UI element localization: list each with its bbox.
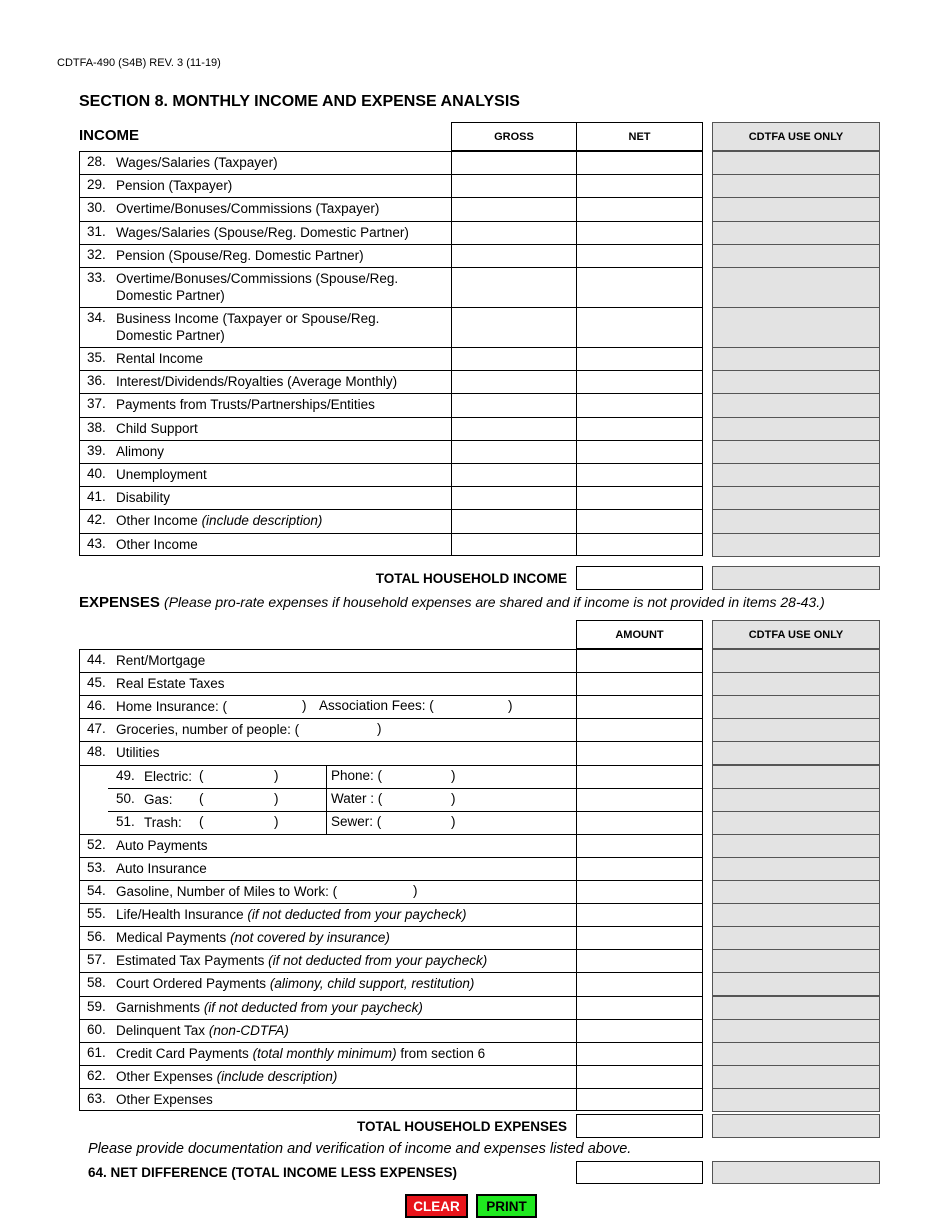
expense-row-59 [79, 996, 576, 1019]
net-field[interactable] [577, 534, 702, 556]
expense-row-label-italic: (if not deducted from your paycheck) [203, 999, 423, 1015]
expense-row-label-text: Rent/Mortgage [116, 653, 206, 668]
expense-row-label [116, 975, 474, 992]
expense-row-label-italic: (alimony, child support, restitution) [269, 976, 475, 992]
gross-field[interactable] [452, 152, 575, 174]
expense-row-label-text: Real Estate Taxes [116, 676, 225, 692]
amount-field[interactable] [577, 973, 702, 995]
expense-row-62 [79, 1065, 576, 1088]
section-title: SECTION 8. MONTHLY INCOME AND EXPENSE ANALYSIS [79, 93, 520, 110]
income-row-label-text: Payments from Trusts/Partnerships/Entities [116, 397, 375, 413]
income-row-label-text: Interest/Dividends/Royalties (Average Monthly) [116, 374, 398, 390]
expense-row-label-text: Credit Card Payments [116, 1045, 249, 1061]
income-row-label-italic: (include description) [201, 513, 323, 529]
amount-field[interactable] [577, 881, 702, 903]
expense-row-number: 45. [87, 675, 106, 691]
income-cdtfa-field [712, 486, 880, 510]
expense-row-44 [79, 649, 576, 672]
income-row-label-text: Disability [116, 490, 171, 506]
expense-cdtfa-field [712, 695, 880, 719]
association-fees-label: Association Fees: ( [319, 698, 434, 714]
income-cdtfa-field [712, 417, 880, 441]
expense-row-51 [79, 811, 576, 834]
income-row-label-text: Business Income (Taxpayer or Spouse/Reg. [116, 311, 380, 326]
association-fees-input[interactable] [467, 697, 505, 716]
print-button[interactable]: PRINT [476, 1194, 537, 1218]
gross-field[interactable] [452, 510, 575, 532]
income-cdtfa-field [712, 440, 880, 464]
income-row-label [116, 177, 446, 194]
income-row-39 [79, 440, 451, 463]
income-cdtfa-field [712, 174, 880, 198]
expenses-note: (Please pro-rate expenses if household expenses are shared and if income is not provided in items 28-43.) [164, 594, 825, 610]
gross-field[interactable] [452, 418, 575, 440]
expense-row-label-italic: (not covered by insurance) [230, 930, 390, 946]
gross-field[interactable] [452, 222, 575, 244]
expenses-heading [79, 594, 825, 611]
expense-row-label-text: Auto Payments [116, 837, 208, 853]
gross-field[interactable] [452, 534, 575, 556]
expense-row-number: 46. [87, 698, 106, 714]
expense-row-50 [79, 788, 576, 811]
expense-row-label [116, 744, 160, 761]
expenses-title: EXPENSES [79, 594, 160, 611]
income-row-number: 32. [87, 246, 106, 262]
income-row-number: 39. [87, 442, 106, 458]
amount-field[interactable] [577, 650, 702, 672]
expense-row-46 [79, 695, 576, 718]
net-field[interactable] [577, 394, 702, 416]
utility-right-label: Phone: ( [331, 767, 383, 783]
income-row-29 [79, 174, 451, 197]
expense-row-55 [79, 903, 576, 926]
expense-row-label-text: Utilities [116, 745, 160, 761]
income-row-28 [79, 151, 451, 174]
groceries-close-paren: ) [377, 721, 382, 737]
expense-row-number: 60. [87, 1021, 106, 1037]
total-household-expenses-label: TOTAL HOUSEHOLD EXPENSES [356, 1119, 567, 1134]
income-row-number: 40. [87, 466, 106, 481]
income-row-label-text: Pension (Taxpayer) [116, 178, 233, 194]
income-cdtfa-field [712, 244, 880, 268]
expense-row-label [116, 1022, 289, 1039]
income-row-35 [79, 347, 451, 370]
expense-row-label-text: Groceries, number of people: ( [116, 722, 300, 738]
expense-row-label-italic: (non-CDTFA) [208, 1022, 289, 1038]
expense-cdtfa-field [712, 926, 880, 950]
utility-amount-input[interactable] [206, 813, 271, 832]
amount-field[interactable] [577, 742, 702, 764]
expense-row-label-text: Auto Insurance [116, 860, 207, 876]
expense-row-number: 50. [116, 790, 135, 806]
expense-cdtfa-field [712, 1065, 880, 1089]
expense-row-label-italic: (include description) [216, 1068, 338, 1084]
expense-row-48 [79, 741, 576, 764]
gross-field[interactable] [452, 371, 575, 393]
miles-to-work-input[interactable] [349, 882, 411, 901]
expense-cdtfa-field [712, 788, 880, 812]
income-cdtfa-field [712, 267, 880, 308]
expense-row-label-text: Garnishments [116, 999, 201, 1015]
utility-close-paren: ) [274, 790, 279, 806]
expense-row-number: 62. [87, 1067, 106, 1083]
net-field[interactable] [577, 175, 702, 197]
amount-field[interactable] [577, 1066, 702, 1088]
expense-row-49 [79, 765, 576, 788]
income-row-37 [79, 393, 451, 416]
expense-row-label [116, 860, 207, 877]
utility-amount-input[interactable] [206, 790, 271, 809]
income-row-label [116, 420, 446, 437]
gross-field[interactable] [452, 348, 575, 370]
clear-button[interactable]: CLEAR [405, 1194, 468, 1218]
amount-field[interactable] [577, 1020, 702, 1042]
total-income-cdtfa-field [712, 566, 880, 590]
expense-row-53 [79, 857, 576, 880]
amount-field[interactable] [577, 997, 702, 1019]
net-field[interactable] [577, 245, 702, 267]
expense-row-number: 55. [87, 906, 106, 922]
income-row-label [116, 154, 446, 171]
amount-field[interactable] [577, 950, 702, 972]
expense-row-label [116, 929, 390, 946]
expense-cdtfa-field [712, 741, 880, 765]
expense-row-label-text: Trash: [144, 814, 182, 830]
income-row-40 [79, 463, 451, 486]
expense-row-number: 61. [87, 1044, 106, 1060]
expense-row-label-text: Home Insurance: ( [116, 699, 228, 715]
expense-row-number: 44. [87, 652, 106, 667]
net-difference-field[interactable] [576, 1161, 703, 1184]
total-household-income-label: TOTAL HOUSEHOLD INCOME [375, 571, 567, 586]
income-row-number: 28. [87, 154, 106, 169]
income-row-34 [79, 307, 451, 347]
expense-cdtfa-field [712, 996, 880, 1020]
income-row-number: 33. [87, 270, 106, 285]
income-row-number: 38. [87, 419, 106, 435]
expense-row-label-after: from section 6 [400, 1045, 486, 1061]
utility-amount-input[interactable] [206, 767, 271, 786]
expense-cdtfa-field [712, 903, 880, 927]
income-row-38 [79, 417, 451, 440]
income-cdtfa-field [712, 393, 880, 417]
total-household-income-field[interactable] [576, 566, 703, 590]
expense-row-label [116, 1091, 213, 1108]
income-row-label [116, 489, 446, 506]
expense-cdtfa-field [712, 972, 880, 996]
expense-row-number: 51. [116, 813, 135, 829]
expense-cdtfa-field [712, 811, 880, 835]
income-row-label [116, 310, 446, 344]
utility-close-paren: ) [274, 767, 279, 783]
income-row-label [116, 396, 446, 413]
net-field[interactable] [577, 510, 702, 532]
total-expenses-cdtfa-field [712, 1114, 880, 1138]
expense-row-label [116, 906, 466, 923]
expense-cdtfa-field [712, 1042, 880, 1066]
net-field[interactable] [577, 198, 702, 220]
amount-field[interactable] [577, 835, 702, 857]
expense-row-label-italic: (if not deducted from your paycheck) [268, 953, 488, 969]
utility-open-paren: ( [199, 813, 204, 829]
income-cdtfa-field [712, 347, 880, 371]
expenses-cdtfa-column-header: CDTFA USE ONLY [712, 620, 880, 649]
net-difference-cdtfa-field [712, 1161, 880, 1184]
income-row-label-text: Pension (Spouse/Reg. Domestic Partner) [116, 247, 364, 263]
income-row-label-text: Rental Income [116, 351, 204, 366]
utility-right-label: Sewer: ( [331, 813, 382, 829]
income-row-number: 43. [87, 535, 106, 551]
expense-row-number: 47. [87, 721, 106, 737]
utility-divider [326, 788, 327, 811]
expense-row-45 [79, 672, 576, 695]
expense-cdtfa-field [712, 949, 880, 973]
expense-row-57 [79, 949, 576, 972]
income-row-30 [79, 197, 451, 220]
income-row-label-text: Overtime/Bonuses/Commissions (Spouse/Reg. [116, 271, 399, 286]
expense-row-47 [79, 718, 576, 741]
income-cdtfa-field [712, 197, 880, 221]
expense-cdtfa-field [712, 718, 880, 742]
amount-field[interactable] [577, 1089, 702, 1111]
expense-row-52 [79, 834, 576, 857]
income-row-label-line2: Domestic Partner) [116, 288, 225, 303]
expense-row-60 [79, 1019, 576, 1042]
income-cdtfa-field [712, 370, 880, 394]
utility-right-input[interactable] [393, 790, 448, 809]
income-row-label-line2: Domestic Partner) [116, 328, 225, 343]
expense-row-label [144, 791, 173, 808]
income-row-31 [79, 221, 451, 244]
expense-row-label [116, 721, 299, 738]
expense-row-label-text: Other Expenses [116, 1068, 213, 1084]
amount-field[interactable] [577, 1043, 702, 1065]
income-row-32 [79, 244, 451, 267]
income-row-label [116, 373, 446, 390]
gross-field[interactable] [452, 464, 575, 486]
gross-field[interactable] [452, 198, 575, 220]
expense-row-58 [79, 972, 576, 995]
expense-row-label [116, 698, 227, 715]
expense-row-label-text: Other Expenses [116, 1091, 213, 1107]
expense-row-number: 52. [87, 836, 106, 852]
groceries-people-input[interactable] [309, 720, 374, 739]
documentation-note: Please provide documentation and verification of income and expenses listed above. [88, 1141, 632, 1157]
income-row-number: 35. [87, 350, 106, 365]
net-field[interactable] [577, 371, 702, 393]
amount-field[interactable] [577, 696, 702, 718]
expense-row-number: 57. [87, 952, 106, 968]
income-row-number: 42. [87, 512, 106, 528]
amount-field[interactable] [577, 789, 702, 811]
income-cdtfa-field [712, 463, 880, 487]
net-field[interactable] [577, 348, 702, 370]
expense-row-number: 53. [87, 859, 106, 875]
expense-row-label-text: Delinquent Tax [116, 1022, 206, 1038]
gross-field[interactable] [452, 441, 575, 463]
gross-field[interactable] [452, 308, 575, 347]
income-row-number: 30. [87, 200, 106, 216]
income-row-label [116, 270, 446, 304]
income-row-number: 37. [87, 396, 106, 412]
expense-row-label [144, 814, 182, 831]
income-row-label [116, 512, 446, 529]
expense-cdtfa-field [712, 834, 880, 858]
gross-column-header: GROSS [451, 122, 577, 151]
income-row-label [116, 443, 446, 460]
expense-cdtfa-field [712, 857, 880, 881]
net-field[interactable] [577, 418, 702, 440]
total-household-expenses-field[interactable] [576, 1114, 703, 1138]
expense-cdtfa-field [712, 649, 880, 673]
amount-field[interactable] [577, 719, 702, 741]
gross-field[interactable] [452, 268, 575, 307]
expense-row-label-italic: (if not deducted from your paycheck) [247, 907, 467, 923]
expense-row-label-text: Medical Payments [116, 930, 227, 946]
income-cdtfa-field [712, 151, 880, 175]
expense-cdtfa-field [712, 1019, 880, 1043]
gross-field[interactable] [452, 487, 575, 509]
income-row-label-text: Other Income [116, 513, 198, 529]
utility-divider [326, 765, 327, 788]
home-insurance-close-paren: ) [302, 698, 307, 714]
income-cdtfa-column-header: CDTFA USE ONLY [712, 122, 880, 151]
expense-row-label [116, 999, 423, 1016]
utility-right-close-paren: ) [451, 767, 456, 783]
home-insurance-input[interactable] [261, 697, 299, 716]
expense-row-number: 59. [87, 998, 106, 1014]
net-field[interactable] [577, 268, 702, 307]
utility-right-label: Water : ( [331, 790, 383, 806]
expense-row-label [116, 952, 487, 969]
income-row-label-text: Overtime/Bonuses/Commissions (Taxpayer) [116, 201, 380, 217]
expense-row-label [116, 675, 225, 692]
income-row-label [116, 224, 446, 241]
net-column-header: NET [576, 122, 703, 151]
net-field[interactable] [577, 441, 702, 463]
income-row-33 [79, 267, 451, 307]
expense-row-label-text: Gas: [144, 791, 173, 807]
amount-field[interactable] [577, 673, 702, 695]
income-row-number: 29. [87, 177, 106, 193]
income-row-label-text: Wages/Salaries (Spouse/Reg. Domestic Partner) [116, 224, 409, 240]
expense-row-number: 63. [87, 1090, 106, 1106]
net-field[interactable] [577, 308, 702, 347]
net-field[interactable] [577, 152, 702, 174]
form-id: CDTFA-490 (S4B) REV. 3 (11-19) [57, 57, 221, 69]
amount-field[interactable] [577, 812, 702, 834]
expense-row-number: 54. [87, 883, 106, 898]
expense-cdtfa-field [712, 880, 880, 904]
expense-row-label [116, 837, 208, 854]
expense-row-label-text: Life/Health Insurance [116, 907, 244, 923]
expense-row-number: 49. [116, 767, 135, 783]
expense-cdtfa-field [712, 672, 880, 696]
income-row-label [116, 536, 446, 553]
net-field[interactable] [577, 222, 702, 244]
net-field[interactable] [577, 464, 702, 486]
utility-divider [326, 811, 327, 834]
income-row-label-text: Child Support [116, 420, 198, 436]
amount-field[interactable] [577, 766, 702, 788]
income-row-label [116, 247, 446, 264]
utility-right-input[interactable] [393, 767, 448, 786]
income-row-number: 41. [87, 489, 106, 505]
income-row-label-text: Alimony [116, 443, 165, 459]
expense-row-label [144, 768, 192, 785]
expense-row-label-text: Estimated Tax Payments [116, 953, 265, 969]
expense-row-number: 58. [87, 975, 106, 991]
income-row-label-text: Unemployment [116, 467, 207, 482]
amount-field[interactable] [577, 858, 702, 880]
income-heading: INCOME [79, 127, 139, 144]
expense-row-63 [79, 1088, 576, 1111]
expense-row-label-text: Electric: [144, 768, 193, 784]
expense-row-label [116, 652, 205, 669]
income-row-number: 36. [87, 373, 106, 389]
expense-row-54 [79, 880, 576, 903]
utility-right-close-paren: ) [451, 813, 456, 829]
expense-cdtfa-field [712, 765, 880, 789]
utility-right-close-paren: ) [451, 790, 456, 806]
income-cdtfa-field [712, 533, 880, 557]
income-row-41 [79, 486, 451, 509]
expense-row-56 [79, 926, 576, 949]
income-row-43 [79, 533, 451, 556]
expense-row-label-italic: (total monthly minimum) [252, 1045, 397, 1061]
expense-row-label [116, 1068, 337, 1085]
association-fees-close-paren: ) [508, 698, 513, 714]
income-cdtfa-field [712, 221, 880, 245]
gross-field[interactable] [452, 245, 575, 267]
expense-row-number: 48. [87, 744, 106, 760]
income-row-number: 31. [87, 223, 106, 239]
income-row-label [116, 350, 446, 367]
income-row-label [116, 466, 446, 483]
income-cdtfa-field [712, 307, 880, 348]
expense-row-61 [79, 1042, 576, 1065]
expense-row-number: 56. [87, 929, 106, 945]
utility-right-input[interactable] [393, 813, 448, 832]
income-row-label-text: Other Income [116, 536, 198, 552]
gross-field[interactable] [452, 175, 575, 197]
expense-cdtfa-field [712, 1088, 880, 1112]
expense-row-label-text: Court Ordered Payments [116, 976, 267, 992]
income-cdtfa-field [712, 509, 880, 533]
utility-open-paren: ( [199, 767, 204, 783]
amount-field[interactable] [577, 927, 702, 949]
income-row-36 [79, 370, 451, 393]
utility-open-paren: ( [199, 790, 204, 806]
utility-close-paren: ) [274, 813, 279, 829]
amount-column-header: AMOUNT [576, 620, 703, 649]
expense-row-label-text: Gasoline, Number of Miles to Work: ( [116, 884, 338, 899]
expense-row-label [116, 883, 337, 900]
income-row-42 [79, 509, 451, 532]
amount-field[interactable] [577, 904, 702, 926]
net-field[interactable] [577, 487, 702, 509]
gross-field[interactable] [452, 394, 575, 416]
net-difference-label: 64. NET DIFFERENCE (TOTAL INCOME LESS EXPENSES) [88, 1165, 458, 1180]
income-row-label-text: Wages/Salaries (Taxpayer) [116, 155, 278, 170]
income-row-label [116, 200, 446, 217]
expense-row-label [116, 1045, 485, 1062]
miles-close-paren: ) [413, 883, 418, 898]
income-row-number: 34. [87, 310, 106, 325]
